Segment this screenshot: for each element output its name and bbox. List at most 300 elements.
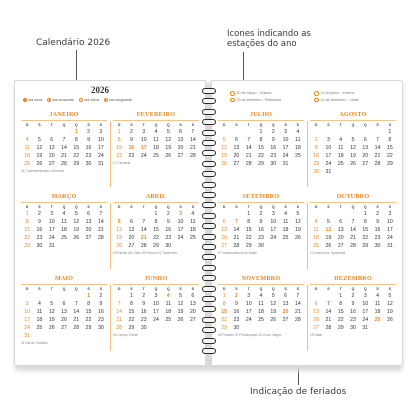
day-cell: 27 [48, 161, 55, 168]
day-cell: 10 [140, 137, 147, 144]
day-cell: 14 [116, 309, 123, 316]
day-cell: 29 [386, 161, 393, 168]
day-cell: 27 [85, 235, 92, 242]
day-cell: 19 [165, 145, 172, 152]
day-cell: 31 [48, 243, 55, 250]
day-cell: 12 [270, 301, 277, 308]
day-cell: 23 [140, 317, 147, 324]
day-cell: 28 [374, 161, 381, 168]
day-cell: 11 [61, 219, 67, 226]
month-rule [218, 120, 304, 121]
weekday-label: D [314, 123, 318, 128]
month-title: DEZEMBRO [334, 275, 372, 282]
day-cell: 20 [337, 235, 344, 242]
weekday-label: T [142, 205, 145, 210]
day-cell: 30 [258, 243, 264, 250]
waning-moon-icon [104, 98, 108, 102]
day-cell: 14 [374, 145, 381, 152]
day-cell: 17 [48, 227, 55, 234]
day-cell: 28 [233, 243, 240, 250]
weekday-label: Q [154, 205, 158, 210]
spiral-ring [202, 317, 216, 323]
weekday-label: T [339, 123, 342, 128]
empty-day [33, 292, 45, 300]
day-cell: 14 [294, 301, 301, 308]
month-rule [21, 120, 107, 121]
day-cell: 1 [339, 293, 343, 300]
day-cell: 22 [221, 317, 228, 324]
spiral-ring [202, 98, 216, 104]
month-rule [113, 202, 199, 203]
day-cell: 2 [142, 293, 146, 300]
day-cell: 17 [270, 227, 277, 234]
weekday-label: S [130, 287, 133, 292]
weekday-label: Q [154, 123, 158, 128]
moon-legend [23, 98, 132, 102]
weekday-label: S [327, 287, 330, 292]
day-cell: 31 [325, 169, 332, 176]
autumn-icon [230, 91, 235, 96]
day-cell: 23 [270, 153, 277, 160]
day-cell: 23 [97, 317, 104, 324]
day-cell: 16 [85, 145, 92, 152]
empty-day [335, 128, 347, 136]
day-cell: 6 [129, 219, 133, 226]
weekday-label: S [327, 205, 330, 210]
day-cell: 11 [374, 301, 381, 308]
month-title: MAIO [54, 275, 74, 282]
day-cell: 29 [362, 243, 369, 250]
empty-day [243, 128, 255, 136]
day-cell: 27 [177, 153, 184, 160]
day-cell: 7 [191, 129, 195, 136]
day-cell: 25 [165, 317, 172, 324]
weekday-label: Q [259, 205, 263, 210]
day-cell: 25 [36, 325, 43, 332]
day-cell: 20 [85, 227, 92, 234]
spiral-ring [202, 202, 216, 208]
day-cell: 3 [271, 211, 275, 218]
spiral-ring [202, 130, 216, 136]
weekday-label: Q [166, 123, 170, 128]
legend-item [23, 98, 42, 102]
day-cell: 22 [386, 153, 393, 160]
day-cell: 23 [85, 153, 92, 160]
day-cell: 5 [351, 137, 355, 144]
day-cell: 17 [362, 309, 369, 316]
weekday-label: Q [166, 287, 170, 292]
day-cell: 25 [153, 153, 159, 160]
season-label: 23 de setembro - Primavera [236, 97, 282, 102]
day-cell: 16 [97, 309, 104, 316]
day-cell: 7 [247, 137, 251, 144]
day-cell: 11 [295, 137, 301, 144]
day-cell: 9 [259, 219, 263, 226]
weekday-label: S [327, 123, 330, 128]
day-cell: 19 [116, 235, 123, 242]
day-cell: 26 [386, 317, 393, 324]
calendar-year: 2026 [91, 85, 109, 95]
day-cell: 28 [245, 161, 252, 168]
day-cell: 22 [116, 153, 123, 160]
empty-day [310, 292, 322, 300]
day-cell: 1 [117, 129, 121, 136]
weekday-label: S [99, 123, 103, 128]
day-cell: 24 [362, 317, 369, 324]
day-cell: 17 [245, 309, 252, 316]
day-cell: 8 [247, 219, 251, 226]
day-cell: 1 [25, 211, 29, 218]
day-cell: 7 [326, 301, 330, 308]
day-cell: 5 [166, 129, 170, 136]
day-cell: 12 [36, 145, 43, 152]
empty-day [113, 210, 125, 218]
day-cell: 15 [128, 309, 135, 316]
day-cell: 24 [325, 161, 332, 168]
day-cell: 24 [270, 235, 277, 242]
month-days [218, 204, 304, 250]
month-title: JUNHO [144, 275, 168, 282]
day-cell: 27 [61, 325, 67, 332]
season-item [230, 98, 314, 103]
day-cell: 10 [24, 309, 31, 316]
weekday-label: S [235, 123, 238, 128]
day-cell: 9 [376, 219, 379, 226]
weekday-label: Q [74, 205, 78, 210]
day-cell: 12 [386, 301, 393, 308]
holiday-note [310, 177, 396, 181]
day-cell: 3 [388, 211, 392, 218]
day-cell: 24 [140, 153, 147, 160]
holiday-note: 07 Independência do Brasil [218, 251, 257, 256]
day-cell: 5 [74, 211, 78, 218]
day-cell: 22 [85, 317, 92, 324]
empty-day [21, 128, 33, 136]
holiday-note: 02 Finados 15 Proclamação 20 Cons. Negra [218, 333, 281, 338]
weekday-label: T [339, 287, 342, 292]
month-outubro [310, 193, 396, 255]
month-title: AGOSTO [339, 111, 367, 118]
day-cell: 19 [48, 317, 55, 324]
day-cell: 18 [258, 309, 264, 316]
day-cell: 15 [24, 227, 31, 234]
weekday-label: S [376, 123, 379, 128]
weekday-label: S [87, 287, 90, 292]
day-cell: 5 [179, 293, 182, 300]
holiday-note: 04 Corpus Christi [113, 333, 138, 338]
empty-day [335, 210, 347, 218]
day-cell: 20 [189, 309, 196, 316]
holiday-note: 17 Carnaval [113, 161, 131, 166]
empty-day [46, 128, 58, 136]
day-cell: 19 [73, 227, 80, 234]
day-cell: 28 [140, 243, 147, 250]
day-cell: 15 [386, 145, 393, 152]
day-cell: 9 [166, 219, 170, 226]
day-cell: 28 [325, 325, 332, 332]
weekday-label: S [87, 205, 90, 210]
month-junho [113, 275, 199, 337]
weekday-label: S [38, 123, 41, 128]
month-rule [310, 202, 396, 203]
day-cell: 20 [233, 153, 240, 160]
day-cell: 2 [87, 129, 90, 136]
season-label: 20 de março - Outono [236, 91, 272, 96]
day-cell: 13 [221, 227, 228, 234]
day-cell: 23 [313, 161, 320, 168]
day-cell: 16 [140, 309, 147, 316]
month-dezembro [310, 275, 396, 337]
day-cell: 19 [325, 235, 332, 242]
day-cell: 19 [350, 153, 356, 160]
day-cell: 30 [85, 161, 92, 168]
empty-day [138, 210, 150, 218]
empty-day [359, 128, 371, 136]
day-cell: 25 [374, 317, 381, 324]
day-cell: 18 [165, 309, 172, 316]
weekday-label: Q [259, 287, 263, 292]
day-cell: 16 [258, 227, 264, 234]
day-cell: 12 [294, 219, 301, 226]
day-cell: 21 [233, 235, 240, 242]
day-cell: 20 [313, 317, 320, 324]
callout-calendar: Calendário 2026 [36, 38, 111, 48]
day-cell: 7 [62, 137, 66, 144]
callout-seasons-line1: Icones indicando as [227, 29, 311, 39]
day-cell: 21 [73, 317, 80, 324]
day-cell: 13 [282, 301, 289, 308]
weekday-label: S [388, 123, 392, 128]
weekday-label: T [142, 287, 145, 292]
spiral-ring [202, 213, 216, 219]
day-cell: 30 [97, 325, 104, 332]
empty-day [347, 210, 359, 218]
day-cell: 17 [24, 317, 31, 324]
day-cell: 22 [153, 235, 159, 242]
day-cell: 15 [85, 309, 92, 316]
weekday-label: Q [62, 205, 66, 210]
day-cell: 21 [61, 153, 67, 160]
day-cell: 25 [313, 243, 320, 250]
day-cell: 27 [282, 317, 289, 324]
day-cell: 20 [177, 145, 184, 152]
spiral-ring [202, 109, 216, 115]
day-cell: 27 [128, 243, 135, 250]
day-cell: 13 [61, 309, 67, 316]
day-cell: 14 [140, 227, 147, 234]
empty-day [322, 292, 334, 300]
day-cell: 25 [258, 317, 264, 324]
day-cell: 3 [142, 129, 146, 136]
empty-day [322, 128, 334, 136]
day-cell: 29 [24, 243, 31, 250]
day-cell: 11 [165, 301, 171, 308]
day-cell: 18 [24, 153, 31, 160]
day-cell: 4 [339, 137, 343, 144]
month-days [310, 204, 396, 250]
day-cell: 6 [222, 219, 226, 226]
day-cell: 8 [259, 137, 263, 144]
month-days [310, 122, 396, 176]
weekday-label: T [247, 123, 250, 128]
day-cell: 27 [221, 243, 228, 250]
day-cell: 5 [37, 137, 41, 144]
day-cell: 26 [36, 161, 43, 168]
month-separator [307, 203, 308, 269]
day-cell: 6 [339, 219, 343, 226]
day-cell: 5 [326, 219, 330, 226]
empty-day [218, 128, 230, 136]
month-fevereiro [113, 111, 199, 165]
day-cell: 28 [97, 235, 104, 242]
day-cell: 4 [314, 219, 318, 226]
weekday-label: S [191, 205, 195, 210]
spiral-ring [202, 265, 216, 271]
weekday-label: D [222, 287, 226, 292]
weekday-label: Q [351, 205, 355, 210]
day-cell: 9 [234, 301, 238, 308]
day-cell: 20 [61, 317, 67, 324]
empty-day [322, 210, 334, 218]
day-cell: 6 [363, 137, 367, 144]
day-cell: 8 [117, 137, 121, 144]
empty-day [125, 210, 137, 218]
day-cell: 4 [154, 129, 158, 136]
day-cell: 8 [363, 219, 367, 226]
weekday-label: S [296, 287, 300, 292]
day-cell: 15 [337, 309, 344, 316]
season-item [314, 91, 398, 96]
day-cell: 31 [282, 161, 289, 168]
month-title: SETEMBRO [242, 193, 280, 200]
day-cell: 10 [48, 219, 55, 226]
holiday-note [21, 251, 107, 255]
day-cell: 2 [129, 129, 133, 136]
month-separator [307, 285, 308, 351]
day-cell: 14 [233, 227, 240, 234]
day-cell: 12 [165, 137, 172, 144]
weekday-label: S [296, 205, 300, 210]
day-cell: 13 [337, 227, 344, 234]
day-cell: 12 [177, 301, 184, 308]
day-cell: 25 [189, 235, 196, 242]
weekday-label: Q [62, 287, 66, 292]
day-cell: 27 [337, 243, 344, 250]
month-separator [110, 121, 111, 187]
day-cell: 22 [258, 153, 264, 160]
season-label: 21 de junho - Inverno [320, 91, 355, 96]
spiral-ring [202, 171, 216, 177]
day-cell: 13 [128, 227, 135, 234]
day-cell: 18 [374, 309, 381, 316]
month-separator [307, 121, 308, 187]
day-cell: 16 [128, 145, 135, 152]
day-cell: 20 [362, 153, 369, 160]
day-cell: 5 [50, 301, 54, 308]
weekday-label: S [388, 287, 392, 292]
day-cell: 23 [233, 317, 240, 324]
day-cell: 30 [36, 243, 43, 250]
spiral-ring [202, 306, 216, 312]
day-cell: 1 [363, 211, 367, 218]
legend-item [47, 98, 74, 102]
day-cell: 13 [313, 309, 320, 316]
holiday-note: 01 Confraternização Universal [21, 169, 64, 174]
day-cell: 10 [325, 145, 332, 152]
weekday-label: D [117, 123, 121, 128]
season-item [230, 91, 314, 96]
day-cell: 16 [165, 227, 172, 234]
day-cell: 26 [221, 161, 228, 168]
day-cell: 20 [221, 235, 228, 242]
day-cell: 24 [282, 153, 289, 160]
day-cell: 21 [350, 235, 356, 242]
day-cell: 9 [271, 137, 275, 144]
weekday-label: T [247, 287, 250, 292]
spiral-ring [202, 119, 216, 125]
weekday-label: Q [363, 123, 367, 128]
day-cell: 8 [74, 137, 78, 144]
day-cell: 5 [117, 219, 121, 226]
weekday-label: D [314, 287, 318, 292]
day-cell: 30 [313, 169, 320, 176]
empty-day [310, 128, 322, 136]
left-page [14, 80, 206, 366]
day-cell: 22 [362, 235, 369, 242]
day-cell: 24 [97, 153, 104, 160]
holiday-note: 01 Dia do Trabalho [21, 341, 48, 346]
holiday-note: 12 Nossa Sra. Aparecida [310, 251, 346, 256]
day-cell: 21 [374, 153, 381, 160]
month-rule [113, 284, 199, 285]
day-cell: 15 [153, 227, 159, 234]
day-cell: 2 [166, 211, 170, 218]
month-days [21, 122, 107, 168]
month-days [113, 286, 199, 332]
day-cell: 25 [61, 235, 67, 242]
day-cell: 24 [153, 317, 159, 324]
weekday-label: T [142, 123, 145, 128]
day-cell: 31 [362, 325, 369, 332]
day-cell: 12 [48, 309, 55, 316]
empty-day [218, 210, 230, 218]
day-cell: 13 [189, 301, 196, 308]
day-cell: 15 [221, 309, 228, 316]
day-cell: 3 [363, 293, 367, 300]
day-cell: 1 [388, 129, 392, 136]
day-cell: 30 [165, 243, 172, 250]
day-cell: 30 [350, 325, 356, 332]
weekday-label: S [191, 123, 195, 128]
seasons-legend [230, 91, 398, 102]
day-cell: 3 [284, 129, 287, 136]
weekday-label: Q [62, 123, 66, 128]
weekday-label: Q [363, 205, 367, 210]
month-setembro [218, 193, 304, 255]
day-cell: 28 [61, 161, 67, 168]
weekday-label: Q [154, 287, 158, 292]
day-cell: 20 [48, 153, 55, 160]
day-cell: 19 [221, 153, 228, 160]
weekday-label: Q [271, 287, 275, 292]
day-cell: 15 [245, 227, 252, 234]
day-cell: 6 [87, 211, 90, 218]
season-item [314, 98, 398, 103]
day-cell: 17 [282, 145, 289, 152]
day-cell: 17 [140, 145, 147, 152]
weekday-label: S [179, 123, 182, 128]
day-cell: 27 [189, 317, 196, 324]
